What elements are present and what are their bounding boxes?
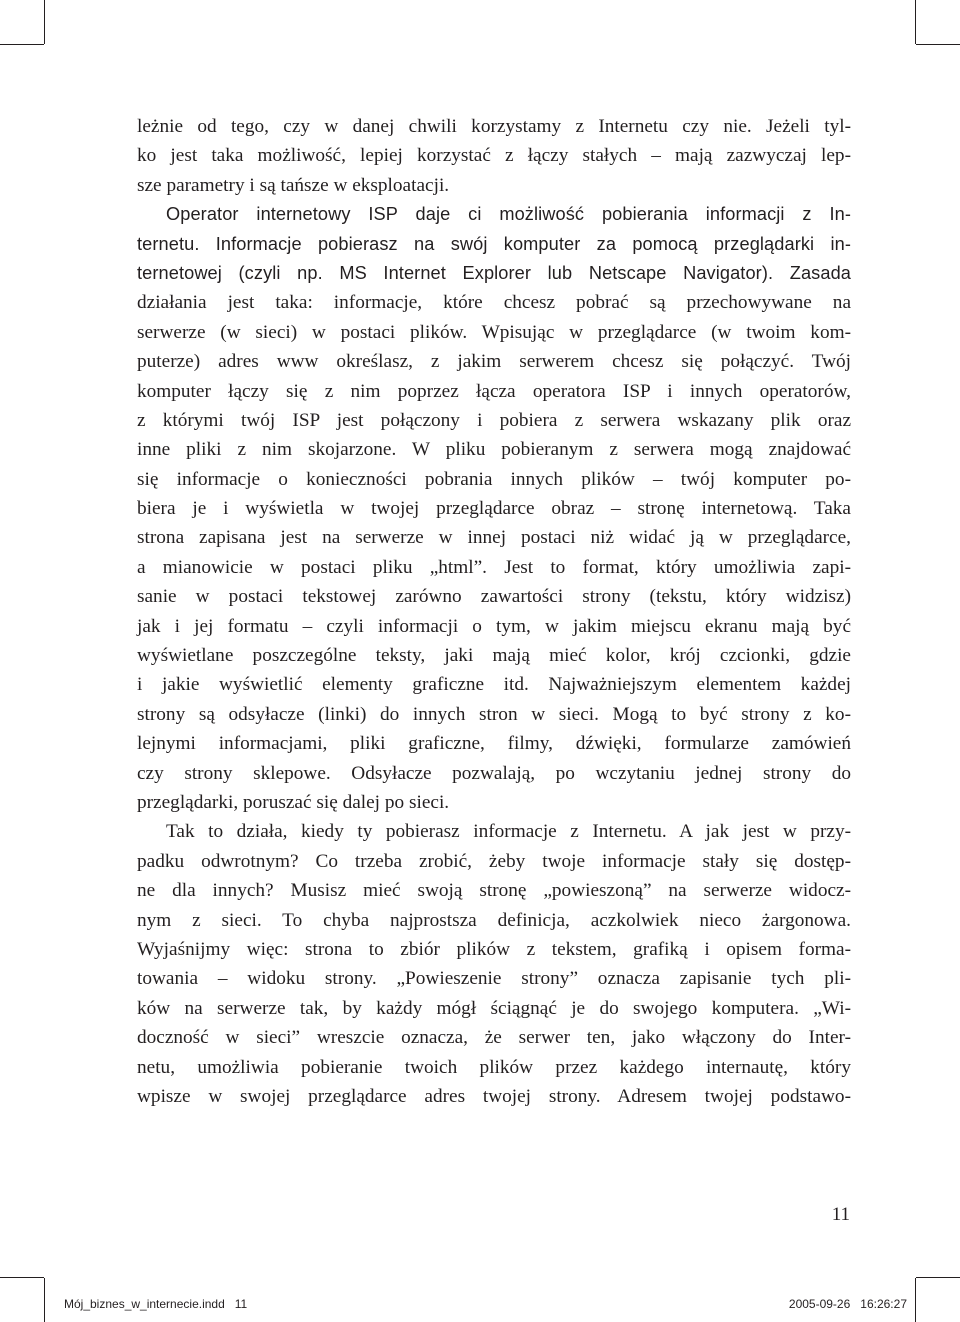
slug-timestamp: 2005-09-26 16:26:27 <box>788 1297 907 1311</box>
text-line: Operator internetowy ISP daje ci możliwość pobierania informacji z In- <box>166 204 851 225</box>
text-line: ków na serwerze tak, by każdy mógł ściągnąć je do swojego komputera. „Wi- <box>137 997 851 1019</box>
crop-mark-top-right <box>915 0 916 44</box>
text-line: sze parametry i są tańsze w eksploatacji. <box>137 174 450 196</box>
text-line: lejnymi informacjami, pliki graficzne, filmy, dźwięki, formularze zamówień <box>137 733 851 755</box>
text-line: inne pliki z nim skojarzone. W pliku pobieranym z serwera mogą znajdować <box>137 439 851 461</box>
text-line: jak i jej formatu – czyli informacji o tym, w jakim miejscu ekranu mają być <box>137 615 851 637</box>
text-line: Wyjaśnijmy więc: strona to zbiór plików z tekstem, grafiką i opisem forma- <box>137 938 851 960</box>
text-line: komputer łączy się z nim poprzez łącza operatora ISP i innych operatorów, <box>137 380 851 402</box>
text-line: z którymi twój ISP jest połączony i pobiera z serwera wskazany plik oraz <box>137 409 851 431</box>
text-line: leżnie od tego, czy w danej chwili korzystamy z Internetu czy nie. Jeżeli tyl- <box>137 116 851 137</box>
text-line: ternetowej (czyli np. MS Internet Explorer lub Netscape Navigator). Zasada <box>137 262 851 283</box>
body-text <box>137 112 851 1111</box>
slug-filename: Mój_biznes_w_internecie.indd 11 <box>64 1297 248 1311</box>
text-line: wyświetlane poszczególne teksty, jaki mają mieć kolor, krój czcionki, gdzie <box>137 645 851 667</box>
text-line: czy strony sklepowe. Odsyłacze pozwalają, po wczytaniu jednej strony do <box>137 762 851 784</box>
crop-mark-top-left-h <box>0 44 44 45</box>
text-line: biera je i wyświetla w twojej przeglądarce obraz – stronę internetową. Taka <box>137 498 851 520</box>
text-line: ternetu. Informacje pobierasz na swój komputer za pomocą przeglądarki in- <box>137 233 851 254</box>
crop-mark-bottom-right-h <box>916 1277 960 1278</box>
crop-mark-top-right-h <box>916 44 960 45</box>
page-number: 11 <box>831 1204 850 1225</box>
text-line: sanie w postaci tekstowej zarówno zawartości strony (tekstu, który widzisz) <box>137 586 851 608</box>
text-line: strony są odsyłacze (linki) do innych stron w sieci. Mogą to być strony z ko- <box>137 703 851 725</box>
text-line: działania jest taka: informacje, które chcesz pobrać są przechowywane na <box>137 292 851 314</box>
text-line: puterze) adres www określasz, z jakim serwerem chcesz się połączyć. Twój <box>137 351 851 373</box>
text-line: się informacje o konieczności pobrania innych plików – twój komputer po- <box>137 468 851 490</box>
text-line: padku odwrotnym? Co trzeba zrobić, żeby twoje informacje stały się dostęp- <box>137 850 851 872</box>
text-line: nym z sieci. To chyba najprostsza definicja, aczkolwiek nieco żargonowa. <box>137 909 851 931</box>
crop-mark-top-left <box>44 0 45 44</box>
text-line: towania – widoku strony. „Powieszenie strony” oznacza zapisanie tych pli- <box>137 968 851 990</box>
text-line: Tak to działa, kiedy ty pobierasz informacje z Internetu. A jak jest w przy- <box>166 821 851 843</box>
text-line: wpisze w swojej przeglądarce adres twojej strony. Adresem twojej podstawo- <box>137 1085 851 1107</box>
text-line: netu, umożliwia pobieranie twoich plików przez każdego internautę, który <box>137 1056 851 1078</box>
text-line: przeglądarki, poruszać się dalej po sieci. <box>137 791 450 813</box>
crop-mark-bottom-left-h <box>0 1277 44 1278</box>
text-line: i jakie wyświetlić elementy graficzne itd. Najważniejszym elementem każdej <box>137 674 851 696</box>
text-line: doczność w sieci” wreszcie oznacza, że serwer ten, jako włączony do Inter- <box>137 1027 851 1049</box>
print-slug <box>0 1297 960 1317</box>
text-line: ko jest taka możliwość, lepiej korzystać z łączy stałych – mają zazwyczaj lep- <box>137 145 851 167</box>
text-line: ne dla innych? Musisz mieć swoją stronę „powieszoną” na serwerze widocz- <box>137 880 851 902</box>
text-line: a mianowicie w postaci pliku „html”. Jest to format, który umożliwia zapi- <box>137 556 851 578</box>
text-line: strona zapisana jest na serwerze w innej postaci niż widać ją w przeglądarce, <box>137 527 851 549</box>
text-line: serwerze (w sieci) w postaci plików. Wpisując w przeglądarce (w twoim kom- <box>137 321 851 343</box>
